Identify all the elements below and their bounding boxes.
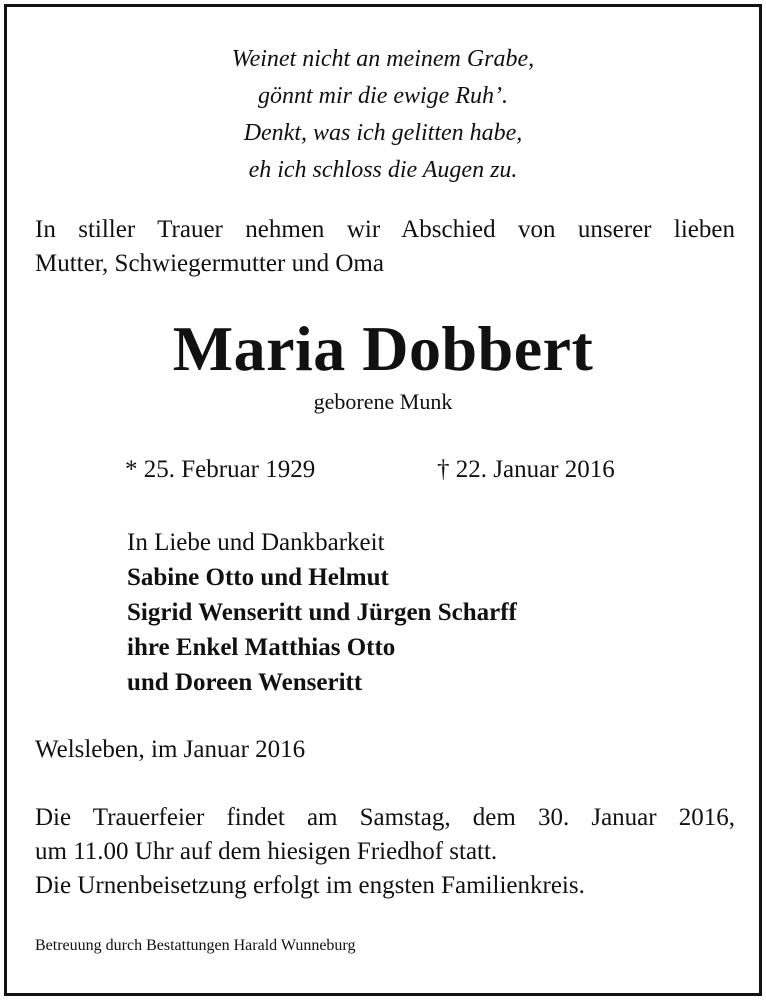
place-date: Welsleben, im Januar 2016 — [35, 736, 306, 763]
mourner-name: ihre Enkel Matthias Otto — [127, 634, 396, 661]
mourner-name: und Doreen Wenseritt — [127, 669, 363, 696]
mourners-block — [127, 525, 517, 700]
poem-line: eh ich schloss die Augen zu. — [248, 157, 518, 183]
intro-line: In stiller Trauer nehmen wir Abschied von unserer lieben — [35, 216, 735, 243]
service-line: Die Trauerfeier findet am Samstag, dem 30. Januar 2016, — [35, 804, 735, 831]
poem-verse — [7, 41, 759, 189]
mourner-name: Sigrid Wenseritt und Jürgen Scharff — [127, 599, 517, 626]
obituary-card — [4, 4, 762, 996]
service-line: Die Urnenbeisetzung erfolgt im engsten Familienkreis. — [35, 872, 585, 899]
mourner-name: Sabine Otto und Helmut — [127, 564, 389, 591]
intro-text — [35, 213, 735, 281]
funeral-home-credit: Betreuung durch Bestattungen Harald Wunneburg — [35, 937, 356, 954]
birth-date: * 25. Februar 1929 — [125, 456, 316, 483]
intro-line: Mutter, Schwiegermutter und Oma — [35, 250, 384, 277]
service-line: um 11.00 Uhr auf dem hiesigen Friedhof statt. — [35, 838, 498, 865]
birth-name: geborene Munk — [313, 389, 453, 414]
mourners-intro: In Liebe und Dankbarkeit — [127, 529, 385, 556]
deceased-name: Maria Dobbert — [172, 313, 594, 384]
service-info — [35, 801, 735, 903]
poem-line: Denkt, was ich gelitten habe, — [243, 120, 523, 146]
poem-line: Weinet nicht an meinem Grabe, — [231, 46, 535, 72]
death-date: † 22. Januar 2016 — [437, 456, 615, 483]
poem-line: gönnt mir die ewige Ruh’. — [258, 83, 508, 109]
